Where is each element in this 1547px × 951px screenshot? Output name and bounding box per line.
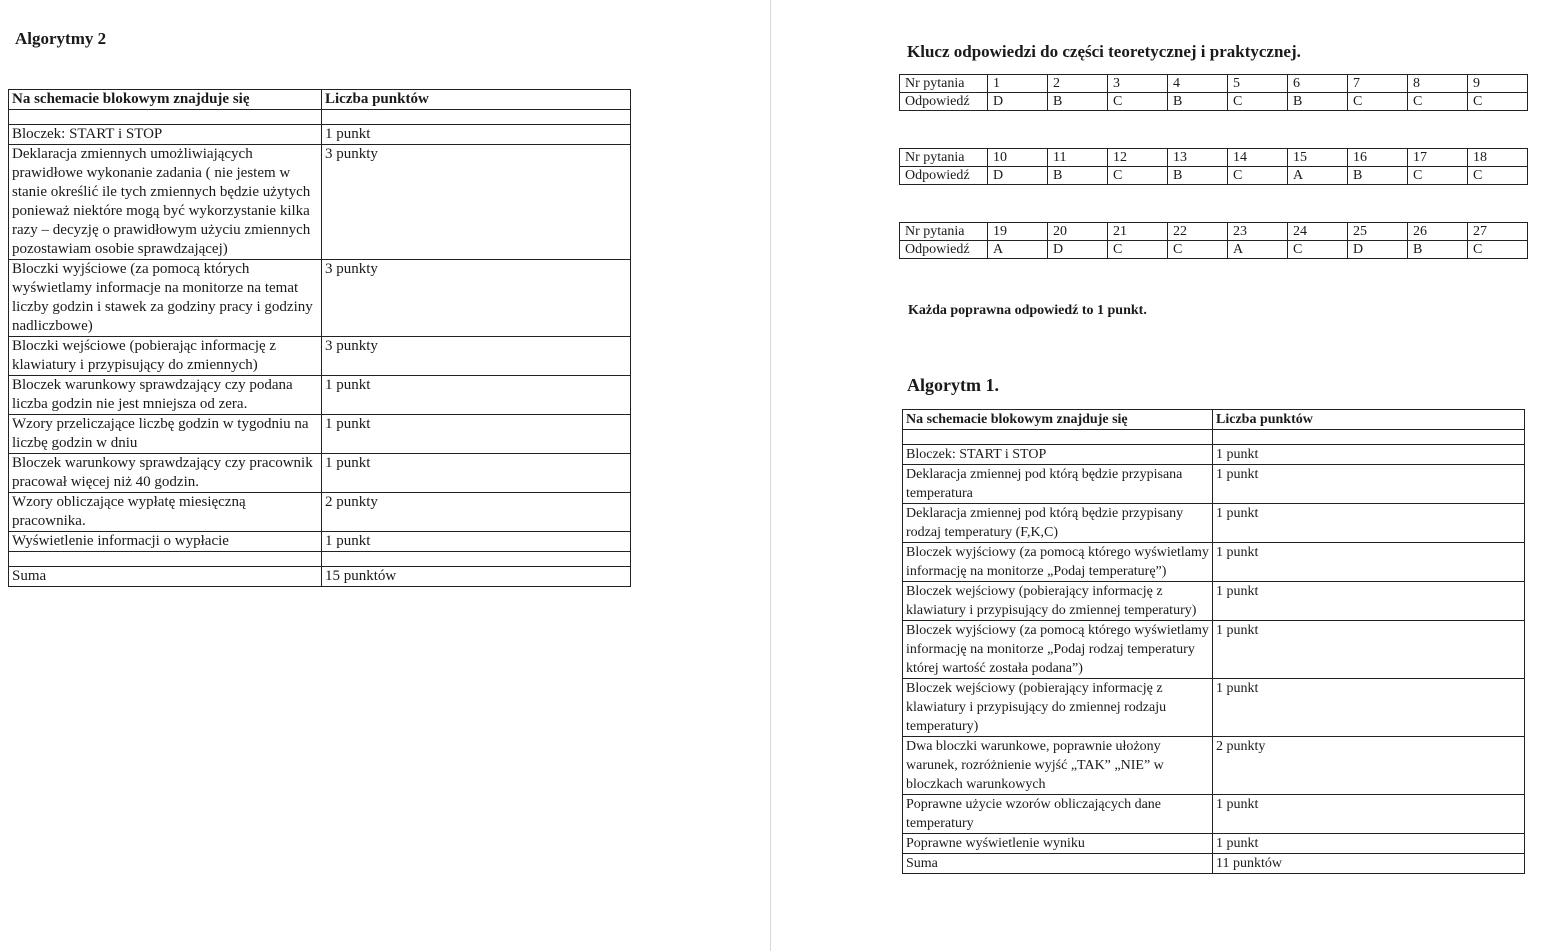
question-number: 26 [1408,223,1468,241]
row-points: 1 punkt [1213,445,1525,465]
question-number: 8 [1408,75,1468,93]
question-number: 1 [988,75,1048,93]
row-description: Bloczki wejściowe (pobierając informację z klawiatury i przypisujący do zmiennych) [9,337,322,376]
answer-value: C [1228,93,1288,111]
answer-key-table-3 [899,222,1528,259]
question-number: 19 [988,223,1048,241]
table-row [9,454,631,493]
question-number: 2 [1048,75,1108,93]
answer-value: C [1288,241,1348,259]
row-points: 1 punkt [322,454,631,493]
blank-cell [322,110,631,125]
answer-value: B [1408,241,1468,259]
row-description: Bloczek warunkowy sprawdzający czy podana liczba godzin nie jest mniejsza od zera. [9,376,322,415]
blank-cell [903,430,1213,445]
row-points: 3 punkty [322,337,631,376]
answer-value: A [988,241,1048,259]
row-description: Bloczek wyjściowy (za pomocą którego wyświetlamy informację na monitorze „Podaj rodzaj temperatury której wartość została podana”) [903,621,1213,679]
table-row [903,679,1525,737]
header-points: Liczba punktów [1213,410,1525,430]
question-label: Nr pytania [900,223,988,241]
table-row [903,834,1525,854]
answer-row [900,241,1528,259]
answer-value: C [1108,93,1168,111]
question-number: 21 [1108,223,1168,241]
sum-label: Suma [903,854,1213,874]
question-row [900,75,1528,93]
answer-label: Odpowiedź [900,241,988,259]
table-row [9,125,631,145]
answer-value: D [1048,241,1108,259]
question-row [900,223,1528,241]
answer-value: C [1108,167,1168,185]
row-description: Deklaracja zmiennej pod którą będzie przypisany rodzaj temperatury (F,K,C) [903,504,1213,543]
row-description: Bloczek wyjściowy (za pomocą którego wyświetlamy informację na monitorze „Podaj temperaturę”) [903,543,1213,582]
answer-row [900,167,1528,185]
blank-cell [9,110,322,125]
answer-label: Odpowiedź [900,167,988,185]
answer-row [900,93,1528,111]
question-number: 16 [1348,149,1408,167]
question-number: 25 [1348,223,1408,241]
row-description: Bloczek warunkowy sprawdzający czy pracownik pracował więcej niż 40 godzin. [9,454,322,493]
row-points: 1 punkt [1213,834,1525,854]
question-number: 5 [1228,75,1288,93]
sum-label: Suma [9,567,322,587]
row-description: Bloczek wejściowy (pobierający informację z klawiatury i przypisujący do zmiennej rodzaju temperatury) [903,679,1213,737]
question-number: 23 [1228,223,1288,241]
row-points: 1 punkt [1213,679,1525,737]
answer-value: C [1468,93,1528,111]
row-description: Deklaracja zmiennych umożliwiających prawidłowe wykonanie zadania ( nie jestem w stanie określić ile tych zmiennych będzie użytych ponieważ niektóre mogą być wykorzystanie kilka razy – decyzję o prawidłowym użyciu zmiennych pozostawiam osobie sprawdzającej) [9,145,322,260]
question-number: 3 [1108,75,1168,93]
row-points: 3 punkty [322,260,631,337]
table-row [9,376,631,415]
question-number: 24 [1288,223,1348,241]
row-points: 1 punkt [1213,795,1525,834]
row-points: 2 punkty [322,493,631,532]
table-row [9,145,631,260]
answer-value: D [988,93,1048,111]
blank-cell [9,552,322,567]
header-points: Liczba punktów [322,90,631,110]
question-number: 27 [1468,223,1528,241]
answer-value: C [1408,93,1468,111]
header-description: Na schemacie blokowym znajduje się [903,410,1213,430]
answer-value: D [988,167,1048,185]
row-points: 1 punkt [1213,582,1525,621]
row-description: Dwa bloczki warunkowe, poprawnie ułożony warunek, rozróżnienie wyjść „TAK” „NIE” w bloczkach warunkowych [903,737,1213,795]
answer-value: C [1348,93,1408,111]
answer-value: C [1228,167,1288,185]
row-description: Poprawne użycie wzorów obliczających dane temperatury [903,795,1213,834]
answer-value: B [1048,93,1108,111]
table-row [9,415,631,454]
question-number: 15 [1288,149,1348,167]
table-row [903,737,1525,795]
question-label: Nr pytania [900,149,988,167]
row-points: 1 punkt [1213,621,1525,679]
row-points: 1 punkt [322,376,631,415]
answer-value: C [1108,241,1168,259]
algorytmy-2-table [8,89,631,587]
answer-value: B [1168,93,1228,111]
row-description: Bloczek wejściowy (pobierający informację z klawiatury i przypisujący do zmiennej temperatury) [903,582,1213,621]
question-number: 14 [1228,149,1288,167]
algorytm-1-title: Algorytm 1. [907,375,999,395]
row-points: 1 punkt [1213,465,1525,504]
answer-value: D [1348,241,1408,259]
answer-key-title: Klucz odpowiedzi do części teoretycznej i praktycznej. [907,42,1301,61]
header-description: Na schemacie blokowym znajduje się [9,90,322,110]
row-description: Wyświetlenie informacji o wypłacie [9,532,322,552]
table-row [9,532,631,552]
sum-row [9,567,631,587]
table-row [903,445,1525,465]
answer-value: C [1468,241,1528,259]
left-title: Algorytmy 2 [15,29,107,48]
table-row [903,465,1525,504]
question-number: 9 [1468,75,1528,93]
answer-value: C [1408,167,1468,185]
answer-label: Odpowiedź [900,93,988,111]
row-points: 1 punkt [322,532,631,552]
answer-key-table-2 [899,148,1528,185]
question-number: 18 [1468,149,1528,167]
answer-value: B [1348,167,1408,185]
answer-value: C [1468,167,1528,185]
row-description: Bloczek: START i STOP [9,125,322,145]
question-number: 4 [1168,75,1228,93]
table-row [903,504,1525,543]
row-description: Bloczki wyjściowe (za pomocą których wyświetlamy informacje na monitorze na temat liczby godzin i stawek za godziny pracy i godziny nadliczbowe) [9,260,322,337]
row-points: 1 punkt [322,415,631,454]
question-number: 6 [1288,75,1348,93]
answer-key-table-1 [899,74,1528,111]
question-number: 20 [1048,223,1108,241]
answer-value: B [1288,93,1348,111]
answer-value: B [1048,167,1108,185]
sum-row [903,854,1525,874]
answer-value: A [1228,241,1288,259]
row-points: 1 punkt [1213,504,1525,543]
question-number: 22 [1168,223,1228,241]
algorytm-1-table [902,409,1525,874]
blank-cell [1213,430,1525,445]
question-row [900,149,1528,167]
question-number: 13 [1168,149,1228,167]
table-row [903,621,1525,679]
row-points: 3 punkty [322,145,631,260]
question-number: 12 [1108,149,1168,167]
question-number: 10 [988,149,1048,167]
question-number: 11 [1048,149,1108,167]
table-row [9,337,631,376]
row-description: Poprawne wyświetlenie wyniku [903,834,1213,854]
table-row [903,543,1525,582]
table-row [903,795,1525,834]
answer-value: A [1288,167,1348,185]
table-row [9,260,631,337]
question-number: 7 [1348,75,1408,93]
sum-points: 15 punktów [322,567,631,587]
answer-value: C [1168,241,1228,259]
row-description: Wzory przeliczające liczbę godzin w tygodniu na liczbę godzin w dniu [9,415,322,454]
row-points: 1 punkt [322,125,631,145]
sum-points: 11 punktów [1213,854,1525,874]
scoring-note: Każda poprawna odpowiedź to 1 punkt. [908,303,1147,318]
row-description: Bloczek: START i STOP [903,445,1213,465]
row-description: Wzory obliczające wypłatę miesięczną pracownika. [9,493,322,532]
row-description: Deklaracja zmiennej pod którą będzie przypisana temperatura [903,465,1213,504]
row-points: 2 punkty [1213,737,1525,795]
question-label: Nr pytania [900,75,988,93]
question-number: 17 [1408,149,1468,167]
table-row [903,582,1525,621]
answer-value: B [1168,167,1228,185]
page-divider [770,0,771,951]
row-points: 1 punkt [1213,543,1525,582]
blank-cell [322,552,631,567]
table-row [9,493,631,532]
